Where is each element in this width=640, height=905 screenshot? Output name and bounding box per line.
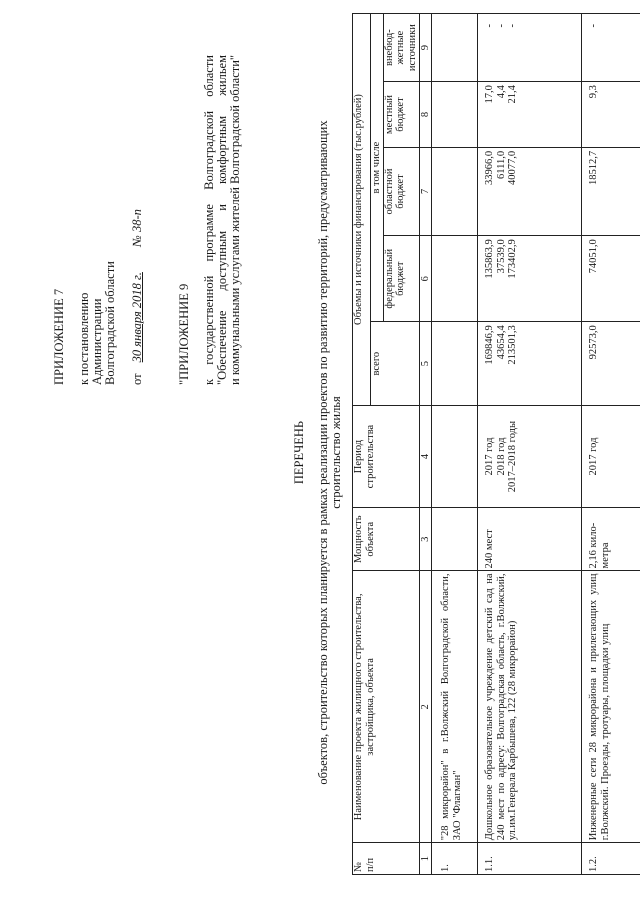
row-period: 2017 год xyxy=(582,406,640,508)
document-title: ПЕРЕЧЕНЬ xyxy=(292,420,306,485)
col-number: 6 xyxy=(419,236,432,322)
attachment-line2: Администрации xyxy=(90,298,104,385)
header-num: № п/п xyxy=(353,843,420,875)
row-extra xyxy=(432,14,478,82)
row-extra: - - - xyxy=(478,14,582,82)
row-capacity xyxy=(432,508,478,571)
row-num: 1.2. xyxy=(582,843,640,875)
header-regional: областной бюджет xyxy=(383,147,419,235)
row-name: Дошкольное образовательное учреждение детский сад на 240 мест по адресу: Волгоградская область, г.Волжский, ул.им.Генерала Карбышева, 122 (28 микрорайон) xyxy=(478,571,582,843)
row-regional: 33966,0 6111,0 40077,0 xyxy=(478,147,582,235)
row-num: 1. xyxy=(432,843,478,875)
col-number: 7 xyxy=(419,147,432,235)
date-value: 30 января 2018 г. xyxy=(130,272,144,363)
row-regional: 18512,7 xyxy=(582,147,640,235)
header-financing: Объемы и источники финансирования (тыс.рублей) xyxy=(353,14,371,406)
header-federal: федеральный бюджет xyxy=(383,236,419,322)
document-subtitle-line1: объектов, строительство которых планируется в рамках реализации проектов по развитию территорий, предусматривающих xyxy=(316,120,330,785)
document-subtitle-line2: строительство жилья xyxy=(329,396,343,509)
doc-number: № 38-п xyxy=(130,209,144,247)
row-period: 2017 год 2018 год 2017–2018 годы xyxy=(478,406,582,508)
header-period: Период строительства xyxy=(353,406,420,508)
row-federal: 135863,9 37539,0 173402,9 xyxy=(478,236,582,322)
col-number: 9 xyxy=(419,14,432,82)
row-extra: - xyxy=(582,14,640,82)
col-number: 2 xyxy=(419,571,432,843)
appendix-title: "ПРИЛОЖЕНИЕ 9 xyxy=(177,283,191,385)
table-row xyxy=(582,14,640,875)
header-local: местный бюджет xyxy=(383,82,419,148)
row-capacity: 240 мест xyxy=(478,508,582,571)
header-total: всего xyxy=(371,322,420,406)
table-row xyxy=(478,14,582,875)
row-name: Инженерные сети 28 микрорайона и прилегающих улиц г.Волжский. Проезды, тротуары, площадки улиц xyxy=(582,571,640,843)
row-local: 17,0 4,4 21,4 xyxy=(478,82,582,148)
col-number: 5 xyxy=(419,322,432,406)
row-federal xyxy=(432,236,478,322)
attachment-line3: Волгоградской области xyxy=(103,261,117,385)
attachment-title: ПРИЛОЖЕНИЕ 7 xyxy=(52,288,66,385)
appendix-line1: к государственной программе Волгоградской области xyxy=(202,55,216,385)
row-local: 9,3 xyxy=(582,82,640,148)
row-federal: 74051,0 xyxy=(582,236,640,322)
attachment-line1: к постановлению xyxy=(77,292,91,385)
objects-table xyxy=(352,13,640,875)
row-num: 1.1. xyxy=(478,843,582,875)
row-regional xyxy=(432,147,478,235)
appendix-line2: "Обеспечение доступным и комфортным жильем xyxy=(215,55,229,385)
table-row xyxy=(432,14,478,875)
header-incl: в том числе xyxy=(371,14,384,322)
col-number: 8 xyxy=(419,82,432,148)
col-number: 1 xyxy=(419,843,432,875)
attachment-date-line xyxy=(130,209,145,385)
row-local xyxy=(432,82,478,148)
date-prefix: от xyxy=(130,373,144,385)
row-name: "28 микрорайон" в г.Волжский Волгоградской области, ЗАО "Флагман" xyxy=(432,571,478,843)
header-capacity: Мощность объекта xyxy=(353,508,420,571)
row-capacity: 2,16 кило- метра xyxy=(582,508,640,571)
row-total xyxy=(432,322,478,406)
row-total: 92573,0 xyxy=(582,322,640,406)
row-period xyxy=(432,406,478,508)
header-extrabudget: внебюд- жетные источники xyxy=(383,14,419,82)
appendix-line3: и коммунальными услугами жителей Волгоградской области" xyxy=(228,54,242,385)
col-number: 4 xyxy=(419,406,432,508)
col-number: 3 xyxy=(419,508,432,571)
header-name: Наименование проекта жилищного строительства, застройщика, объекта xyxy=(353,571,420,843)
row-total: 169846,9 43654,4 213501,3 xyxy=(478,322,582,406)
